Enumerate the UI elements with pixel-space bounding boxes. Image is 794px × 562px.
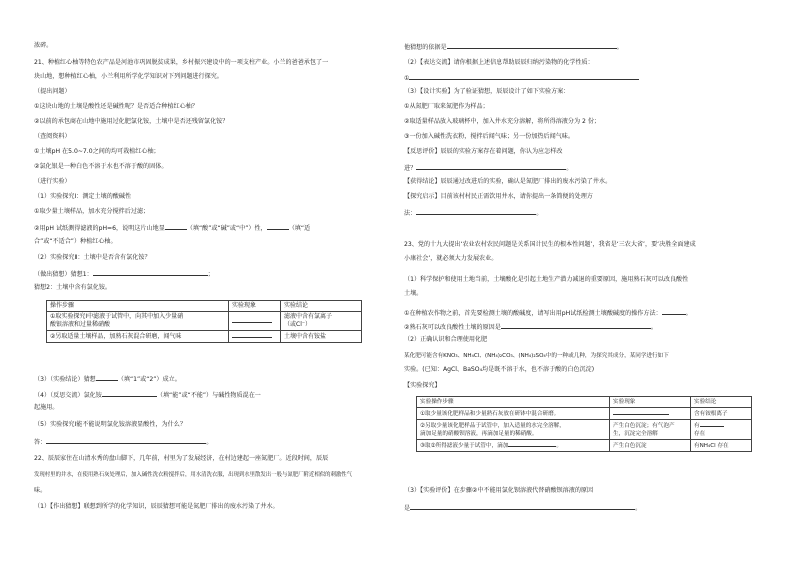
fill-line bbox=[34, 374, 181, 384]
cell-text: ③取②所得滤液少量于试管中，滴加 bbox=[420, 443, 509, 449]
text-line: 味。 bbox=[34, 487, 47, 494]
section-heading: 【实验探究】 bbox=[404, 382, 441, 389]
table-cell: ①取少量该化肥样品和少量熟石灰放在研钵中混合研磨。 bbox=[417, 408, 610, 420]
text-line: 土壤。 bbox=[404, 290, 423, 297]
table-row bbox=[47, 312, 362, 331]
table-row bbox=[417, 440, 752, 452]
text-line: 浓碎。 bbox=[34, 42, 53, 49]
section-heading: （进行实验） bbox=[34, 178, 71, 185]
fill-line bbox=[34, 269, 214, 279]
table-header: 操作步骤 bbox=[47, 301, 229, 312]
text-segment: 法： bbox=[404, 210, 417, 217]
table-row bbox=[417, 408, 752, 420]
text-line: （1）科学保护和使用土地当前，土壤酸化是引起土地生产潜力减退的重要原因，施用熟石灰可以改良酸性 bbox=[404, 276, 689, 283]
answer-blank[interactable] bbox=[508, 441, 556, 447]
cell-line: （或Cl⁻） bbox=[284, 321, 312, 328]
experiment-table-1 bbox=[46, 300, 362, 343]
table-header: 实验操作步骤 bbox=[417, 397, 610, 408]
text-segment: ②用pH 试纸测得滤液的pH=6，说明这片山地显 bbox=[34, 225, 165, 232]
answer-blank[interactable] bbox=[409, 73, 639, 80]
text-line: 某化肥可能含有KNO₃、NH₄Cl、(NH₄)₂CO₃、(NH₄)₂SO₄中的一种或几种，为探究其成分，某同学进行如下 bbox=[404, 353, 669, 359]
table-cell bbox=[417, 440, 610, 452]
text-line: ②氯化银是一种白色不溶于水也不溶于酸的固体。 bbox=[34, 163, 168, 170]
text-segment: ②熟石灰可以改良酸性土壤的原因是 bbox=[404, 324, 501, 331]
fill-line bbox=[404, 73, 639, 83]
answer-blank[interactable] bbox=[501, 322, 651, 329]
fill-line bbox=[34, 437, 212, 447]
answer-blank[interactable] bbox=[416, 208, 536, 215]
table-header: 实验现象 bbox=[610, 397, 691, 408]
text-line: （5）实验探究Ⅰ能不能说明氯化铵溶液显酸性，为什么？ bbox=[34, 421, 186, 428]
text-segment: 他猜想的依据是 bbox=[404, 44, 447, 51]
text-segment: （填“能”或“不能”）与碱性物质混在一 bbox=[156, 392, 261, 399]
answer-blank[interactable] bbox=[102, 390, 157, 397]
text-segment: 是 bbox=[404, 505, 411, 512]
text-line: 起施用。 bbox=[34, 404, 59, 411]
table-cell bbox=[229, 331, 281, 343]
fill-line bbox=[404, 163, 572, 173]
fill-line bbox=[34, 223, 310, 233]
table-cell bbox=[610, 420, 691, 440]
text-segment: （做出猜想）猜想1： bbox=[34, 271, 93, 278]
text-segment: 。 bbox=[616, 44, 623, 51]
table-row bbox=[417, 420, 752, 440]
cell-line: 产生白色沉淀；有气泡产 bbox=[613, 422, 675, 429]
fill-line bbox=[404, 208, 542, 218]
table-cell bbox=[47, 312, 229, 331]
text-line: 【探究启示】目前该村村民正需饮用井水，请你提出一条简便的处理方 bbox=[404, 193, 593, 200]
text-segment: 。 bbox=[206, 439, 213, 446]
text-segment: 。 bbox=[536, 210, 543, 217]
text-segment: 。 bbox=[566, 165, 573, 172]
text-line: ②以前的承包商在山地中施用过化肥氯化铵，土壤中是否还残留氯化铵？ bbox=[34, 118, 229, 125]
answer-blank[interactable] bbox=[93, 269, 208, 276]
table-header: 实验结论 bbox=[691, 397, 752, 408]
experiment-table-2 bbox=[416, 396, 752, 452]
text-line: 猜想2：土壤中含有氯化铵。 bbox=[34, 284, 112, 291]
fill-line bbox=[404, 42, 623, 52]
text-segment: 进？ bbox=[404, 165, 417, 172]
text-line: 小康社会’，就必须大力发展农业。 bbox=[404, 255, 498, 262]
table-header-row bbox=[47, 301, 362, 312]
fill-line bbox=[404, 322, 657, 332]
text-segment: 。 bbox=[635, 505, 642, 512]
cell-line: 酸银溶液和过量稀硝酸 bbox=[50, 321, 111, 328]
text-line: ①从氮肥厂取来氮肥作为样品； bbox=[404, 103, 489, 110]
fill-line bbox=[404, 308, 692, 318]
cell-line: ①取实验探究Ⅰ中滤液于试管中，向其中加入少量硝 bbox=[50, 313, 184, 320]
text-segment: （3）（实验结论）猜想 bbox=[34, 376, 96, 383]
text-line: 合”或“不适合”）种植红心柚。 bbox=[34, 238, 117, 245]
table-cell: 产生白色沉淀 bbox=[610, 440, 691, 452]
answer-blank[interactable] bbox=[232, 317, 272, 323]
text-segment: ① bbox=[404, 75, 410, 82]
text-segment: 。 bbox=[685, 310, 692, 317]
table-cell: 土壤中含有铵盐 bbox=[281, 331, 362, 343]
text-line: （3）【实验评价】在步骤②中不能用氯化钡溶液代替硝酸钡溶液的原因 bbox=[404, 487, 594, 494]
cell-line: ②另取少量该化肥样品于试管中，加入适量的水完全溶解， bbox=[420, 422, 565, 429]
text-line: 发现村里的井水，在使用熟石灰处理后，加入碱性洗衣粉搅拌后，用水清洗衣服，出现到水里散发出一般与氮肥厂附近相似的刺激性气 bbox=[34, 472, 353, 478]
text-segment: （4）（反思交流）氯化铵 bbox=[34, 392, 102, 399]
cell-line: 滴加足量的硝酸钡溶液，再滴加足量的稀硝酸。 bbox=[420, 430, 538, 437]
text-line: （1）实验探究Ⅰ：测定土壤的酸碱性 bbox=[34, 193, 132, 200]
text-line: （2）实验探究Ⅱ：土壤中是否含有氯化铵？ bbox=[34, 254, 151, 261]
table-cell: 含有铵根离子 bbox=[691, 408, 752, 420]
table-cell: ②另取适量土壤样品，加熟石灰混合研磨，闻气味 bbox=[47, 331, 229, 343]
table-cell bbox=[610, 408, 691, 420]
text-line: ①这块山地的土壤是酸性还是碱性呢？是否适合种植红心柚？ bbox=[34, 103, 198, 110]
table-header: 实验现象 bbox=[229, 301, 281, 312]
table-row bbox=[47, 331, 362, 343]
answer-blank[interactable] bbox=[96, 374, 118, 381]
fill-line bbox=[404, 503, 641, 513]
answer-blank[interactable] bbox=[267, 223, 289, 230]
answer-blank[interactable] bbox=[232, 332, 272, 338]
section-heading: （提出问题） bbox=[34, 88, 71, 95]
answer-blank[interactable] bbox=[700, 421, 724, 427]
text-line: （2）【表达交流】请你根据上述信息帮助辰辰归纳污染物的化学性质： bbox=[404, 59, 594, 66]
answer-blank[interactable] bbox=[416, 163, 566, 170]
table-cell bbox=[417, 420, 610, 440]
question-22-intro: 22、辰辰家住在山清水秀的盘山脚下，几年前，村里为了发展经济，在村边建起一座氮肥厂。近段时间，辰辰 bbox=[34, 455, 329, 462]
answer-blank[interactable] bbox=[165, 223, 187, 230]
text-segment: ； bbox=[207, 271, 214, 278]
cell-line: 滤液中含有氯离子 bbox=[284, 313, 333, 320]
text-segment: （填“1”或“2”）成立。 bbox=[117, 376, 181, 383]
section-heading: （查阅资料） bbox=[34, 133, 71, 140]
text-line: （2）正确认识和合理使用化肥 bbox=[404, 336, 488, 343]
text-segment: （填“适 bbox=[288, 225, 311, 232]
answer-blank[interactable] bbox=[46, 437, 206, 444]
text-line: 块山地，想种植红心柚，小兰利用所学化学知识对下列问题进行探究。 bbox=[34, 73, 223, 80]
cell-line: 存在 bbox=[694, 431, 706, 437]
cell-text: 。 bbox=[556, 443, 562, 449]
table-cell: 有NH₄Cl 存在 bbox=[691, 440, 752, 452]
text-line: （1）【作出猜想】联想到所学的化学知识，辰辰猜想可能是氮肥厂排出的废水污染了井水。 bbox=[34, 503, 279, 510]
table-cell bbox=[691, 420, 752, 440]
table-cell bbox=[229, 312, 281, 331]
question-21-intro: 21、种植红心柚等特色农产品是河池市巩固脱贫成果，乡村振兴建设中的一项支柱产业。小兰的爸爸承包了一 bbox=[34, 59, 329, 66]
cell-text: 有 bbox=[694, 423, 700, 429]
table-header: 实验结论 bbox=[281, 301, 362, 312]
text-line: 【反思评价】辰辰的实验方案存在着问题，你认为应怎样改 bbox=[404, 148, 563, 155]
answer-blank[interactable] bbox=[410, 503, 635, 510]
answer-blank[interactable] bbox=[447, 42, 617, 49]
answer-blank[interactable] bbox=[662, 308, 686, 315]
text-line: ①土壤pH 在5.0~7.0之间的均可栽植红心柚； bbox=[34, 148, 160, 155]
text-line: ③一份加入碱性洗衣粉，搅拌后闻气味；另一份加热后闻气味。 bbox=[404, 133, 574, 140]
text-line: 实验。(已知：AgCl、BaSO₄均是既不溶于水，也不溶于酸的白色沉淀) bbox=[404, 366, 595, 373]
text-line: ①取少量土壤样品，加水充分搅拌后过滤； bbox=[34, 208, 150, 215]
text-line: 【获得结论】辰辰通过改进后的实验，确认是氮肥厂排出的废水污染了井水。 bbox=[404, 178, 612, 185]
cell-line: 生，沉淀完全溶解 bbox=[613, 430, 658, 437]
text-line: ②取适量样品放入玻璃杯中，加入井水充分溶解，将所得溶液分为 2 份； bbox=[404, 118, 601, 125]
text-segment: （填“酸”或“碱”或“中”）性， bbox=[186, 225, 267, 232]
question-23-intro: 23、党的十九大提出‘农业农村农民问题是关系国计民生的根本性问题’，我省是‘三农大省’，要‘决胜全面建成 bbox=[404, 241, 696, 248]
fill-line bbox=[34, 390, 261, 400]
text-segment: 。 bbox=[650, 324, 657, 331]
table-header-row bbox=[417, 397, 752, 408]
text-segment: ①在种植农作物之前，首先要检测土壤的酸碱度，请写出用pH试纸检测土壤酸碱度的操作方法： bbox=[404, 310, 662, 317]
text-segment: 答： bbox=[34, 439, 47, 446]
text-line: （3）【设计实验】为了验证猜想，辰辰设计了如下实验方案： bbox=[404, 88, 570, 95]
answer-blank[interactable] bbox=[613, 409, 669, 415]
table-cell bbox=[281, 312, 362, 331]
